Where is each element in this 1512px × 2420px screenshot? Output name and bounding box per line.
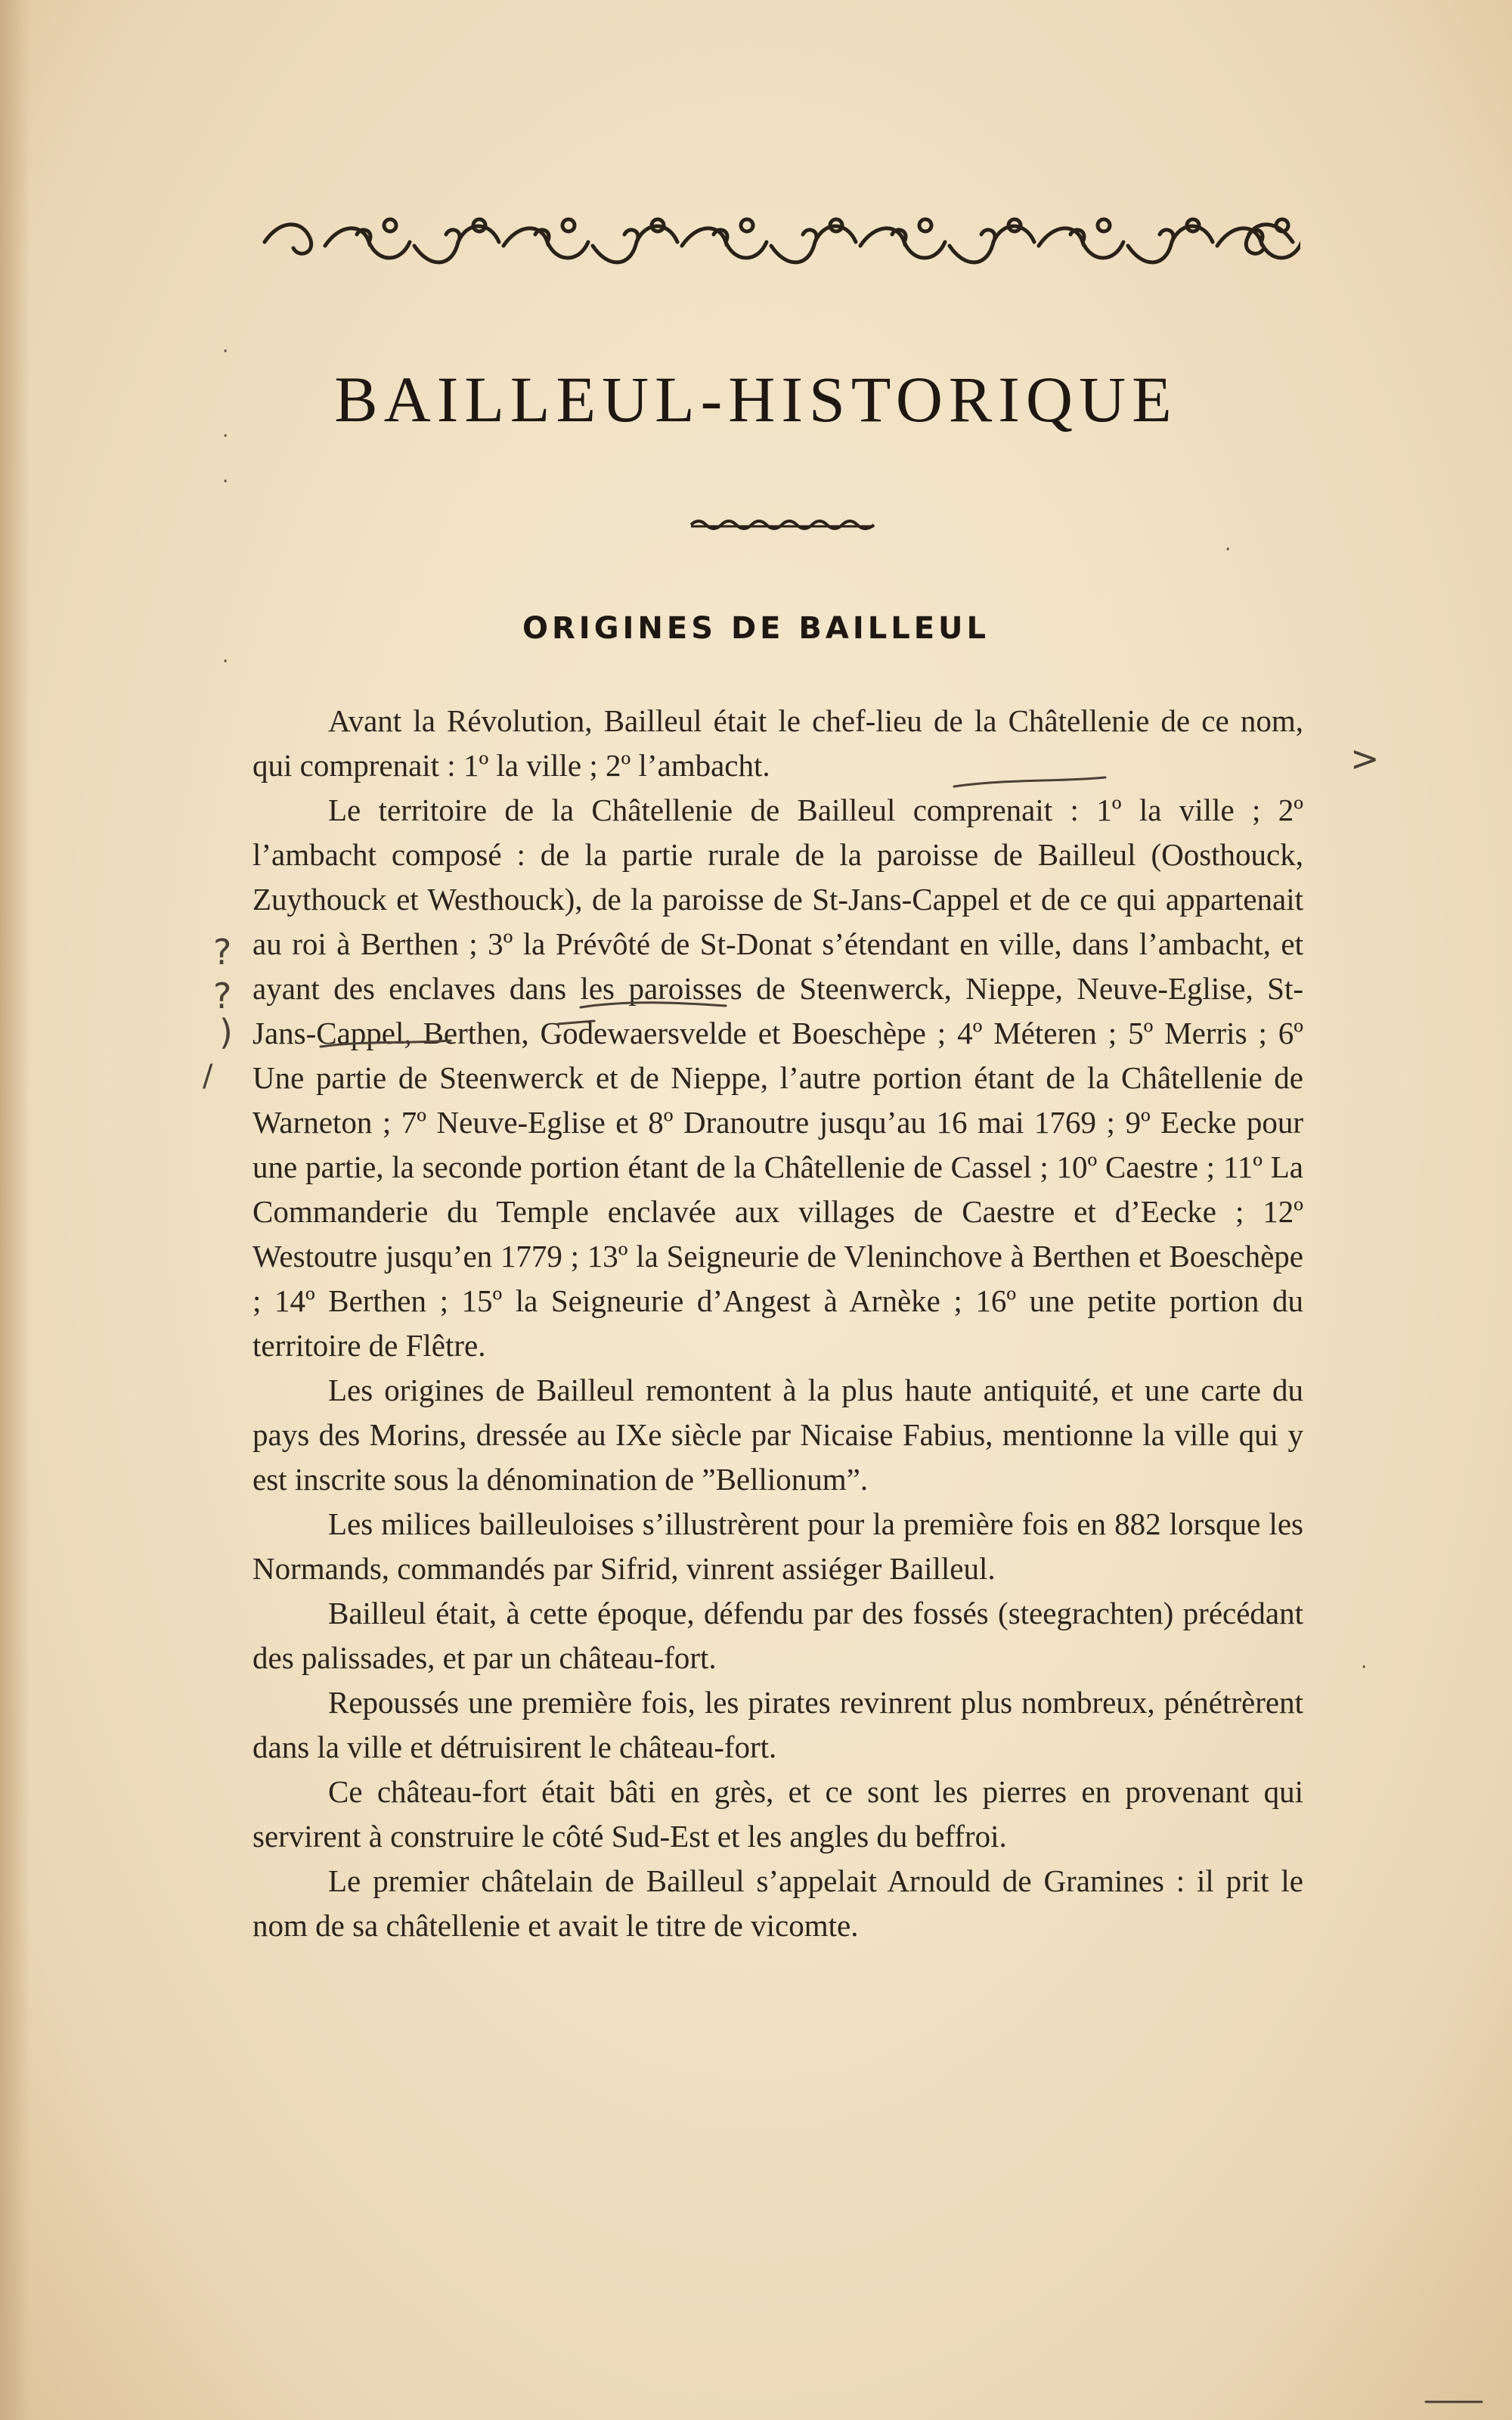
margin-specks: · xyxy=(222,650,234,673)
ornament-scroll-curl xyxy=(325,228,370,246)
ornament-scroll-wave xyxy=(637,226,677,242)
margin-mark: ? xyxy=(213,976,232,1016)
ornament-scroll-loop xyxy=(562,219,575,231)
page-title: BAILLEUL-HISTORIQUE xyxy=(334,363,1178,436)
ornament-scroll-wave xyxy=(1172,226,1213,242)
decorative-scroll-ornament xyxy=(257,204,1300,272)
title-divider-flourish xyxy=(689,517,875,532)
margin-specks: · xyxy=(222,425,234,448)
paragraph: Avant la Révolution, Bailleul était le chef-lieu de la Châtellenie de ce nom, qui comprenait : 1º la ville ; 2º l’ambacht. xyxy=(253,703,1303,783)
margin-specks: · xyxy=(222,340,234,363)
ornament-scroll-wave xyxy=(547,242,588,258)
ornament-scroll-loop xyxy=(741,219,753,231)
margin-mark: ) xyxy=(219,1012,233,1053)
body-text xyxy=(253,699,1303,1948)
margin-mark: ? xyxy=(213,932,232,973)
ornament-scroll-curl xyxy=(1039,228,1084,246)
section-heading: ORIGINES DE BAILLEUL xyxy=(522,611,990,646)
paragraph: Le premier châtelain de Bailleul s’appelait Arnould de Gramines : il prit le nom de sa châtellenie et avait le titre de vicomte. xyxy=(253,1863,1303,1943)
paragraph: Les milices bailleuloises s’illustrèrent pour la première fois en 882 lorsque les Normands, commandés par Sifrid, vinrent assiéger Bailleul. xyxy=(253,1506,1303,1586)
ornament-scroll-curl xyxy=(950,230,995,262)
ornament-scroll-loop xyxy=(1276,219,1288,231)
ornament-scroll-curl xyxy=(860,228,906,246)
ornament-scroll-wave xyxy=(904,242,945,258)
paragraph: Les origines de Bailleul remontent à la plus haute antiquité, et une carte du pays des Morins, dressée au IXe siècle par Nicaise Fabius, mentionne la ville qui y est inscrite sous la dénomination de ”Bellionum”. xyxy=(253,1373,1303,1497)
ornament-scroll-curl xyxy=(503,228,549,246)
ornament-scroll-curl xyxy=(771,230,816,262)
paragraph: Le territoire de la Châtellenie de Bailleul comprenait : 1º la ville ; 2º l’ambacht composé : de la partie rurale de la paroisse de Bailleul (Oosthouck, Zuythouck et Westhouck), de la paroisse de St-Jans-Cappel et de ce qui appartenait au roi à Berthen ; 3º la Prévôté de St-Donat s’étendant en ville, dans l’ambacht, et ayant des enclaves dans les paroisses de Steenwerck, Nieppe, Neuve-Eglise, St-Jans-Cappel, Berthen, Godewaersvelde et Boeschèpe ; 4º Méteren ; 5º Merris ; 6º Une partie de Steenwerck et de Nieppe, l’autre portion étant de la Châtellenie de Warneton ; 7º Neuve-Eglise et 8º Dranoutre jusqu’au 16 mai 1769 ; 9º Eecke pour une partie, la seconde portion étant de la Châtellenie de Cassel ; 10º Caestre ; 11º La Commanderie du Temple enclavée aux villages de Caestre et d’Eecke ; 12º Westoutre jusqu’en 1779 ; 13º la Seigneurie de Vleninchove à Berthen et Boeschèpe ; 14º Berthen ; 15º la Seigneurie d’Angest à Arnèke ; 16º une petite portion du territoire de Flêtre. xyxy=(253,793,1303,1363)
paragraph: Repoussés une première fois, les pirates revinrent plus nombreux, pénétrèrent dans la ville et détruisirent le château-fort. xyxy=(253,1685,1303,1764)
ornament-scroll-curl xyxy=(1217,228,1263,246)
paragraph: Bailleul était, à cette époque, défendu par des fossés (steegrachten) précédant des palissades, et par un château-fort. xyxy=(253,1596,1303,1675)
margin-specks: · xyxy=(222,470,234,493)
ornament-scroll-wave xyxy=(726,242,767,258)
ornament-scroll-wave xyxy=(815,226,856,242)
ornament-scroll-wave xyxy=(993,226,1034,242)
ornament-scroll-wave xyxy=(369,242,410,258)
ornament-scroll-loop xyxy=(919,219,931,231)
ornament-scroll-curl xyxy=(414,230,460,262)
ornament-scroll-curl xyxy=(1128,230,1173,262)
ornament-scroll-wave xyxy=(1083,242,1123,258)
paragraph: Ce château-fort était bâti en grès, et ce sont les pierres en provenant qui servirent à construire le côté Sud-Est et les angles du beffroi. xyxy=(253,1774,1303,1854)
ornament-scroll-loop xyxy=(384,219,396,231)
ornament-scroll-wave xyxy=(1261,242,1300,258)
margin-specks: · xyxy=(1361,1656,1372,1679)
margin-mark: / xyxy=(203,1059,213,1094)
margin-specks: · xyxy=(1225,538,1236,561)
ornament-scroll-curl xyxy=(682,228,727,246)
ornament-scroll-curl xyxy=(593,230,638,262)
ornament-scroll-loop xyxy=(1098,219,1110,231)
ornament-scroll-wave xyxy=(458,226,499,242)
margin-mark: > xyxy=(1350,738,1380,779)
